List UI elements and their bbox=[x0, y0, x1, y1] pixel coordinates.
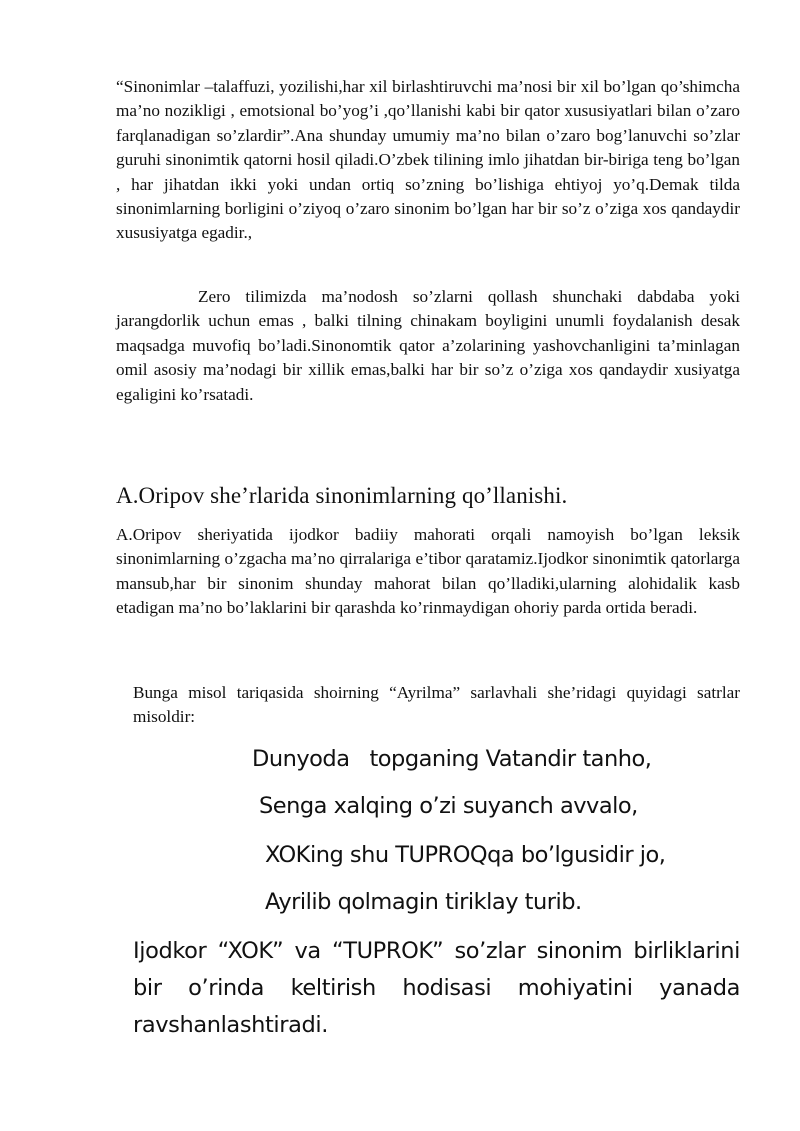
body-paragraph-oripov: A.Oripov sheriyatida ijodkor badiiy mahorati orqali namoyish bo’lgan leksik sinonimlarning o’zgacha ma’no qirralariga e’tibor qaratamiz.Ijodkor sinonimtik qatorlarga mansub,har bir sinonim shunday mahorat bilan qo’lladiki,ularning alohidalik kasb etadigan ma’no bo’laklarini bir qarashda ko’rinmaydigan ohoriy parda ortida beradi. bbox=[116, 525, 740, 618]
body-paragraph-definition: “Sinonimlar –talaffuzi, yozilishi,har xil birlashtiruvchi ma’nosi bir xil bo’lgan qo’shimcha ma’no nozikligi , emotsional bo’yog’i ,qo’llanishi kabi bir qator xususiyatlari bilan o’zaro farqlanadigan so’zlardir”.Ana shunday umumiy ma’no bilan o’zaro bog’lanuvchi so’zlar guruhi sinonimtik qatorni hosil qiladi.O’zbek tilining imlo jihatdan bir-biriga teng bo’lgan , har jihatdan ikki yoki undan ortiq so’zning bo’lishiga ehtiyoj yo’q.Demak tilda sinonimlarning borligini o’ziyoq o’zaro sinonim bo’lgan har bir so’z o’ziga xos qandaydir xususiyatga egadir., bbox=[116, 77, 740, 243]
body-paragraph-example-intro: Bunga misol tariqasida shoirning “Ayrilma” sarlavhali she’ridagi quyidagi satrlar misoldir: bbox=[133, 683, 740, 727]
verse-line-3: XOKing shu TUPROQqa bo’lgusidir jo, bbox=[265, 842, 666, 868]
section-heading: A.Oripov she’rlarida sinonimlarning qo’llanishi. bbox=[116, 483, 568, 508]
verse-line-1: Dunyoda topganing Vatandir tanho, bbox=[252, 746, 652, 772]
body-paragraph-conclusion: Ijodkor “XOK” va “TUPROK” so’zlar sinonim birliklarini bir o’rinda keltirish hodisasi mohiyatini yanada ravshanlashtiradi. bbox=[133, 938, 740, 1038]
verse-line-4: Ayrilib qolmagin tiriklay turib. bbox=[265, 889, 582, 915]
body-paragraph-usage: Zero tilimizda ma’nodosh so’zlarni qollash shunchaki dabdaba yoki jarangdorlik uchun emas , balki tilning chinakam boyligini unumli foydalanish desak maqsadga muvofiq bo’ladi.Sinonomtik qator a’zolarining yashovchanligini ta’minlagan omil asosiy ma’nodagi bir xillik emas,balki har bir so’z o’ziga xos qandaydir xusiyatga egaligini ko’rsatadi. bbox=[116, 287, 740, 404]
verse-line-2: Senga xalqing o’zi suyanch avvalo, bbox=[259, 793, 638, 819]
